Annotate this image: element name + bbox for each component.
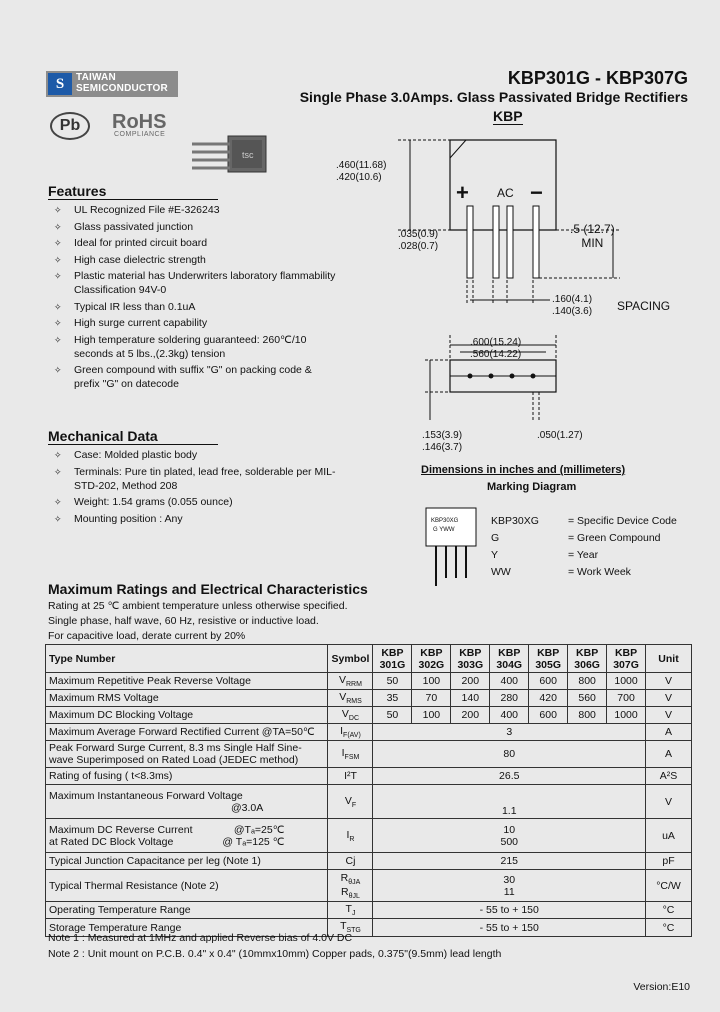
dim-lead-spacing: .160(4.1) .140(3.6): [552, 294, 593, 317]
mechanical-item: ✧ Mounting position : Any: [54, 512, 183, 525]
dim-lead-length: .5 (12.7) MIN: [570, 222, 615, 250]
col-part: KBP 302G: [412, 645, 451, 673]
table-row: Maximum RMS Voltage $V_{RMS}$ 35 70 140 280 420 560 700 V: [46, 690, 692, 707]
lead-3: [507, 206, 513, 278]
dim-lead-width: .035(0.9) .028(0.7): [398, 229, 439, 252]
feature-item: ✧ UL Recognized File #E-326243: [54, 204, 220, 216]
company-logo-icon: S: [48, 73, 72, 95]
note-1: Note 1 : Measured at 1MHz and applied Reverse bias of 4.0V DC: [48, 932, 353, 944]
col-symbol: Symbol: [328, 645, 373, 673]
col-part: KBP 303G: [451, 645, 490, 673]
rohs-badge: RoHS: [112, 111, 167, 133]
spacing-label: SPACING: [617, 299, 671, 313]
note-2: Note 2 : Unit mount on P.C.B. 0.4" x 0.4" (10mmx10mm) Copper pads, 0.375"(9.5mm) lead length: [48, 948, 502, 960]
feature-item: ✧ Plastic material has Underwriters laboratory flammability Classification 94V-0: [54, 270, 336, 296]
version-label: Version:E10: [633, 981, 690, 993]
col-part: KBP 305G: [529, 645, 568, 673]
lead-2: [493, 206, 499, 278]
marking-diagram-title: Marking Diagram: [487, 481, 577, 493]
col-part: KBP 304G: [490, 645, 529, 673]
feature-item: ✧ High case dielectric strength: [54, 253, 206, 266]
marking-code: G: [491, 532, 500, 544]
dim-body-width: .600(15.24) .560(14.22): [470, 337, 522, 360]
feature-item: ✧ Glass passivated junction: [54, 220, 194, 233]
lead-4: [533, 206, 539, 278]
features-list: [48, 203, 338, 394]
dimensions-caption: Dimensions in inches and (millimeters): [421, 464, 626, 476]
marking-code: KBP30XG: [491, 515, 539, 527]
col-part: KBP 306G: [568, 645, 607, 673]
table-row: Peak Forward Surge Current, 8.3 ms Single Half Sine- wave Superimposed on Rated Load (JEDEC method) $I_{FSM}$ 80 A: [46, 741, 692, 768]
minus-symbol: −: [530, 180, 543, 205]
mechanical-divider: [48, 444, 218, 445]
page-title: KBP301G - KBP307G: [507, 68, 688, 88]
marking-code: WW: [491, 566, 511, 578]
table-row: Maximum DC Blocking Voltage $V_{DC}$ 50 100 200 400 600 800 1000 V: [46, 707, 692, 724]
ratings-title: Maximum Ratings and Electrical Characteristics: [48, 581, 368, 597]
mechanical-item: ✧ Weight: 1.54 grams (0.055 ounce): [54, 496, 233, 508]
col-part: KBP 307G: [607, 645, 646, 673]
condition-text: Single phase, half wave, 60 Hz, resistive or inductive load.: [48, 615, 319, 627]
dim-pin-pitch: .050(1.27): [537, 430, 583, 441]
col-part: KBP 301G: [373, 645, 412, 673]
mechanical-item: ✧ Case: Molded plastic body: [54, 449, 198, 461]
lead-1: [467, 206, 473, 278]
table-row: Rating of fusing ( t<8.3ms) I²T 26.5 A²S: [46, 768, 692, 785]
features-divider: [48, 199, 218, 200]
table-row: Typical Junction Capacitance per leg (Note 1) Cj 215 pF: [46, 853, 692, 870]
marking-desc: = Work Week: [568, 566, 631, 578]
dim-height: .460(11.68) .420(10.6): [336, 160, 387, 183]
marking-desc: = Green Compound: [568, 532, 661, 544]
table-row: Maximum DC Reverse Current @Tₐ=25℃ at Rated DC Block Voltage @ Tₐ=125 ℃ $I_R$ 10 500 uA: [46, 819, 692, 853]
condition-text: For capacitive load, derate current by 20%: [48, 630, 246, 642]
chip-marking-code: KBP30XG: [431, 518, 459, 524]
table-row: Maximum Repetitive Peak Reverse Voltage $V_{RRM}$ 50 100 200 400 600 800 1000 V: [46, 673, 692, 690]
page-subtitle: Single Phase 3.0Amps. Glass Passivated Bridge Rectifiers: [299, 89, 688, 105]
package-label: KBP: [493, 108, 523, 124]
chip-marking-date: G YWW: [433, 527, 455, 533]
col-unit: Unit: [646, 645, 692, 673]
condition-text: Rating at 25 ℃ ambient temperature unless otherwise specified.: [48, 600, 348, 612]
plus-symbol: +: [456, 180, 469, 205]
ratings-table: [45, 644, 692, 937]
table-header-row: [46, 645, 692, 673]
dim-body-thickness: .153(3.9) .146(3.7): [422, 430, 463, 453]
marking-code: Y: [491, 549, 499, 561]
table-row: Storage Temperature Range $T_{STG}$ - 55 to + 150 °C: [46, 919, 692, 936]
mechanical-title: Mechanical Data: [48, 428, 158, 444]
col-type-number: Type Number: [46, 645, 328, 673]
rohs-compliance-label: COMPLIANCE: [114, 131, 166, 138]
feature-item: ✧ High surge current capability: [54, 317, 208, 329]
mechanical-item: ✧ Terminals: Pure tin plated, lead free, solderable per MIL-STD-202, Method 208: [54, 465, 336, 492]
table-row: Maximum Average Forward Rectified Current @TA=50℃ $I_{F(AV)}$ 3 A: [46, 724, 692, 741]
component-image: [190, 134, 270, 194]
table-row: Typical Thermal Resistance (Note 2) $R_{\theta JA}$ $R_{\theta JL}$ 30 11 °C/W: [46, 870, 692, 902]
marking-desc: = Year: [568, 549, 599, 561]
pb-free-badge: Pb: [50, 112, 90, 140]
table-row: Maximum Instantaneous Forward Voltage @3.0A $V_F$ 1.1 V: [46, 785, 692, 819]
features-title: Features: [48, 183, 107, 199]
marking-desc: = Specific Device Code: [568, 515, 677, 527]
feature-item: ✧ Green compound with suffix "G" on packing code & prefix "G" on datecode: [54, 364, 312, 390]
svg-text:tsc: tsc: [242, 150, 254, 160]
feature-item: ✧ High temperature soldering guaranteed: 260℃/10 seconds at 5 lbs.,(2.3kg) tension: [54, 333, 307, 360]
ac-symbol: AC: [497, 186, 514, 200]
company-name: TAIWAN SEMICONDUCTOR: [76, 72, 168, 94]
mechanical-list: [48, 448, 338, 528]
feature-item: ✧ Typical IR less than 0.1uA: [54, 300, 196, 313]
feature-item: ✧ Ideal for printed circuit board: [54, 237, 208, 249]
table-row: Operating Temperature Range $T_J$ - 55 to + 150 °C: [46, 902, 692, 919]
